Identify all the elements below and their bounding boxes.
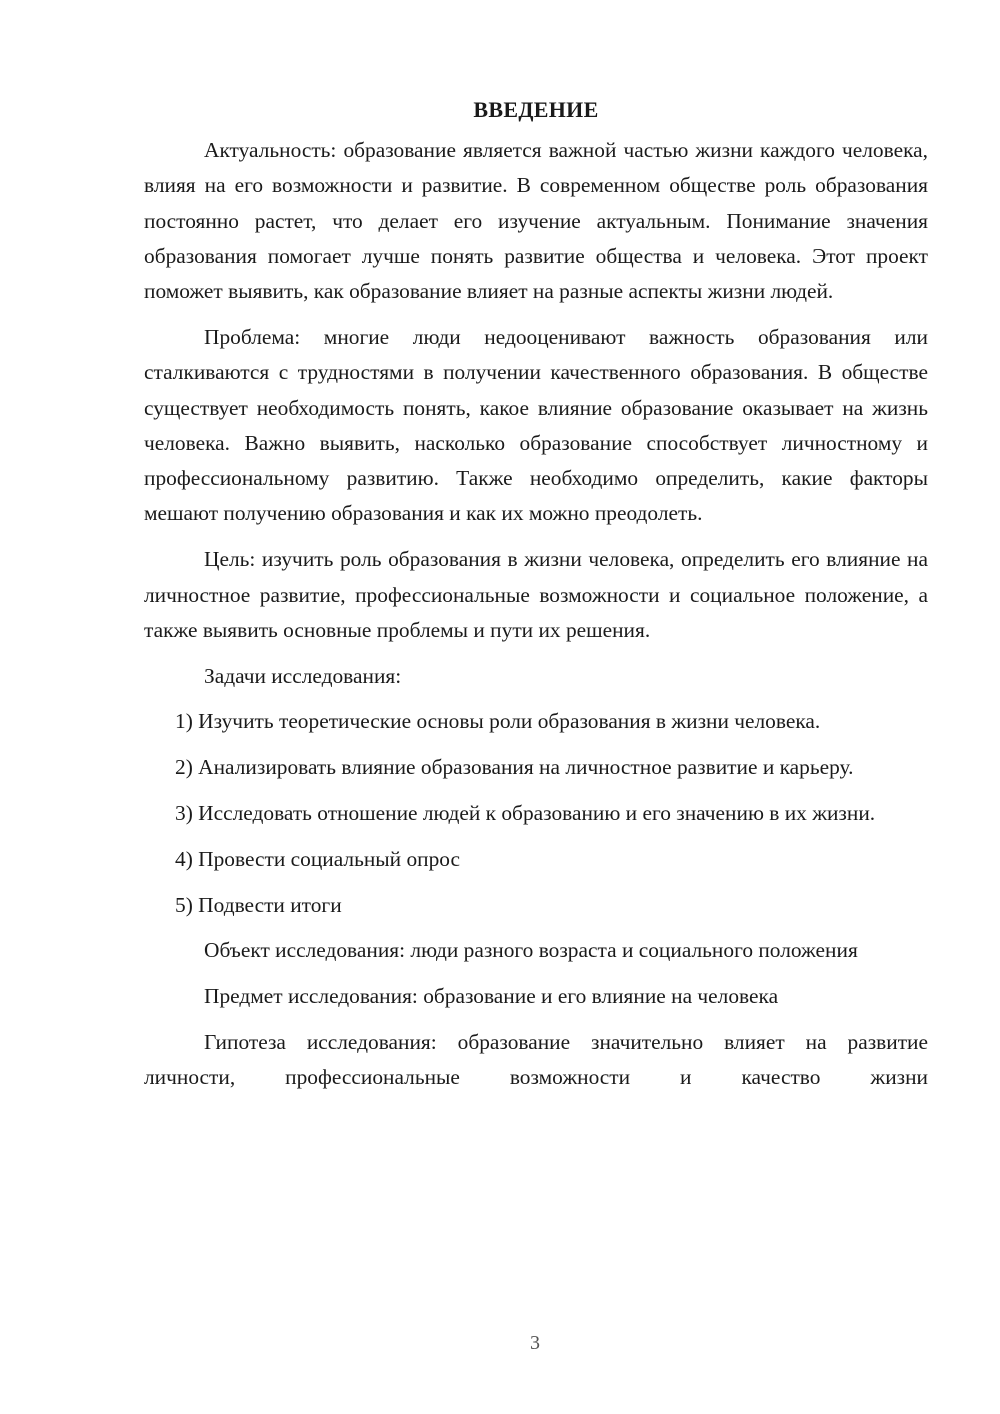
section-title: ВВЕДЕНИЕ (473, 97, 599, 122)
page-content (144, 92, 928, 1106)
task-item-1: 1) Изучить теоретические основы роли образования в жизни человека. (175, 709, 821, 734)
paragraph-goal: Цель: изучить роль образования в жизни человека, определить его влияние на личностное развитие, профессиональные возможности и социальное положение, а также выявить основные проблемы и пути их решения. (144, 547, 928, 642)
paragraph-subject: Предмет исследования: образование и его влияние на человека (204, 984, 779, 1009)
task-item-2: 2) Анализировать влияние образования на личностное развитие и карьеру. (175, 755, 854, 780)
tasks-heading: Задачи исследования: (204, 663, 402, 688)
paragraph-object: Объект исследования: люди разного возраста и социального положения (204, 938, 858, 963)
page-number: 3 (530, 1332, 540, 1354)
paragraph-hypothesis: Гипотеза исследования: образование значительно влияет на развитие личности, профессиональные возможности и качество жизни (144, 1030, 928, 1090)
task-item-3: 3) Исследовать отношение людей к образованию и его значению в их жизни. (175, 801, 876, 826)
task-item-5: 5) Подвести итоги (175, 892, 342, 917)
task-item-4: 4) Провести социальный опрос (175, 846, 461, 871)
paragraph-problem: Проблема: многие люди недооценивают важность образования или сталкиваются с трудностями в получении качественного образования. В обществе существует необходимость понять, какое влияние образование оказывает на жизнь человека. Важно выявить, насколько образование способствует личностному и профессиональному развитию. Также необходимо определить, какие факторы мешают получению образования и как их можно преодолеть. (144, 324, 928, 526)
paragraph-relevance: Актуальность: образование является важной частью жизни каждого человека, влияя на его возможности и развитие. В современном обществе роль образования постоянно растет, что делает его изучение актуальным. Понимание значения образования помогает лучше понять развитие общества и человека. Этот проект поможет выявить, как образование влияет на разные аспекты жизни людей. (144, 138, 928, 304)
